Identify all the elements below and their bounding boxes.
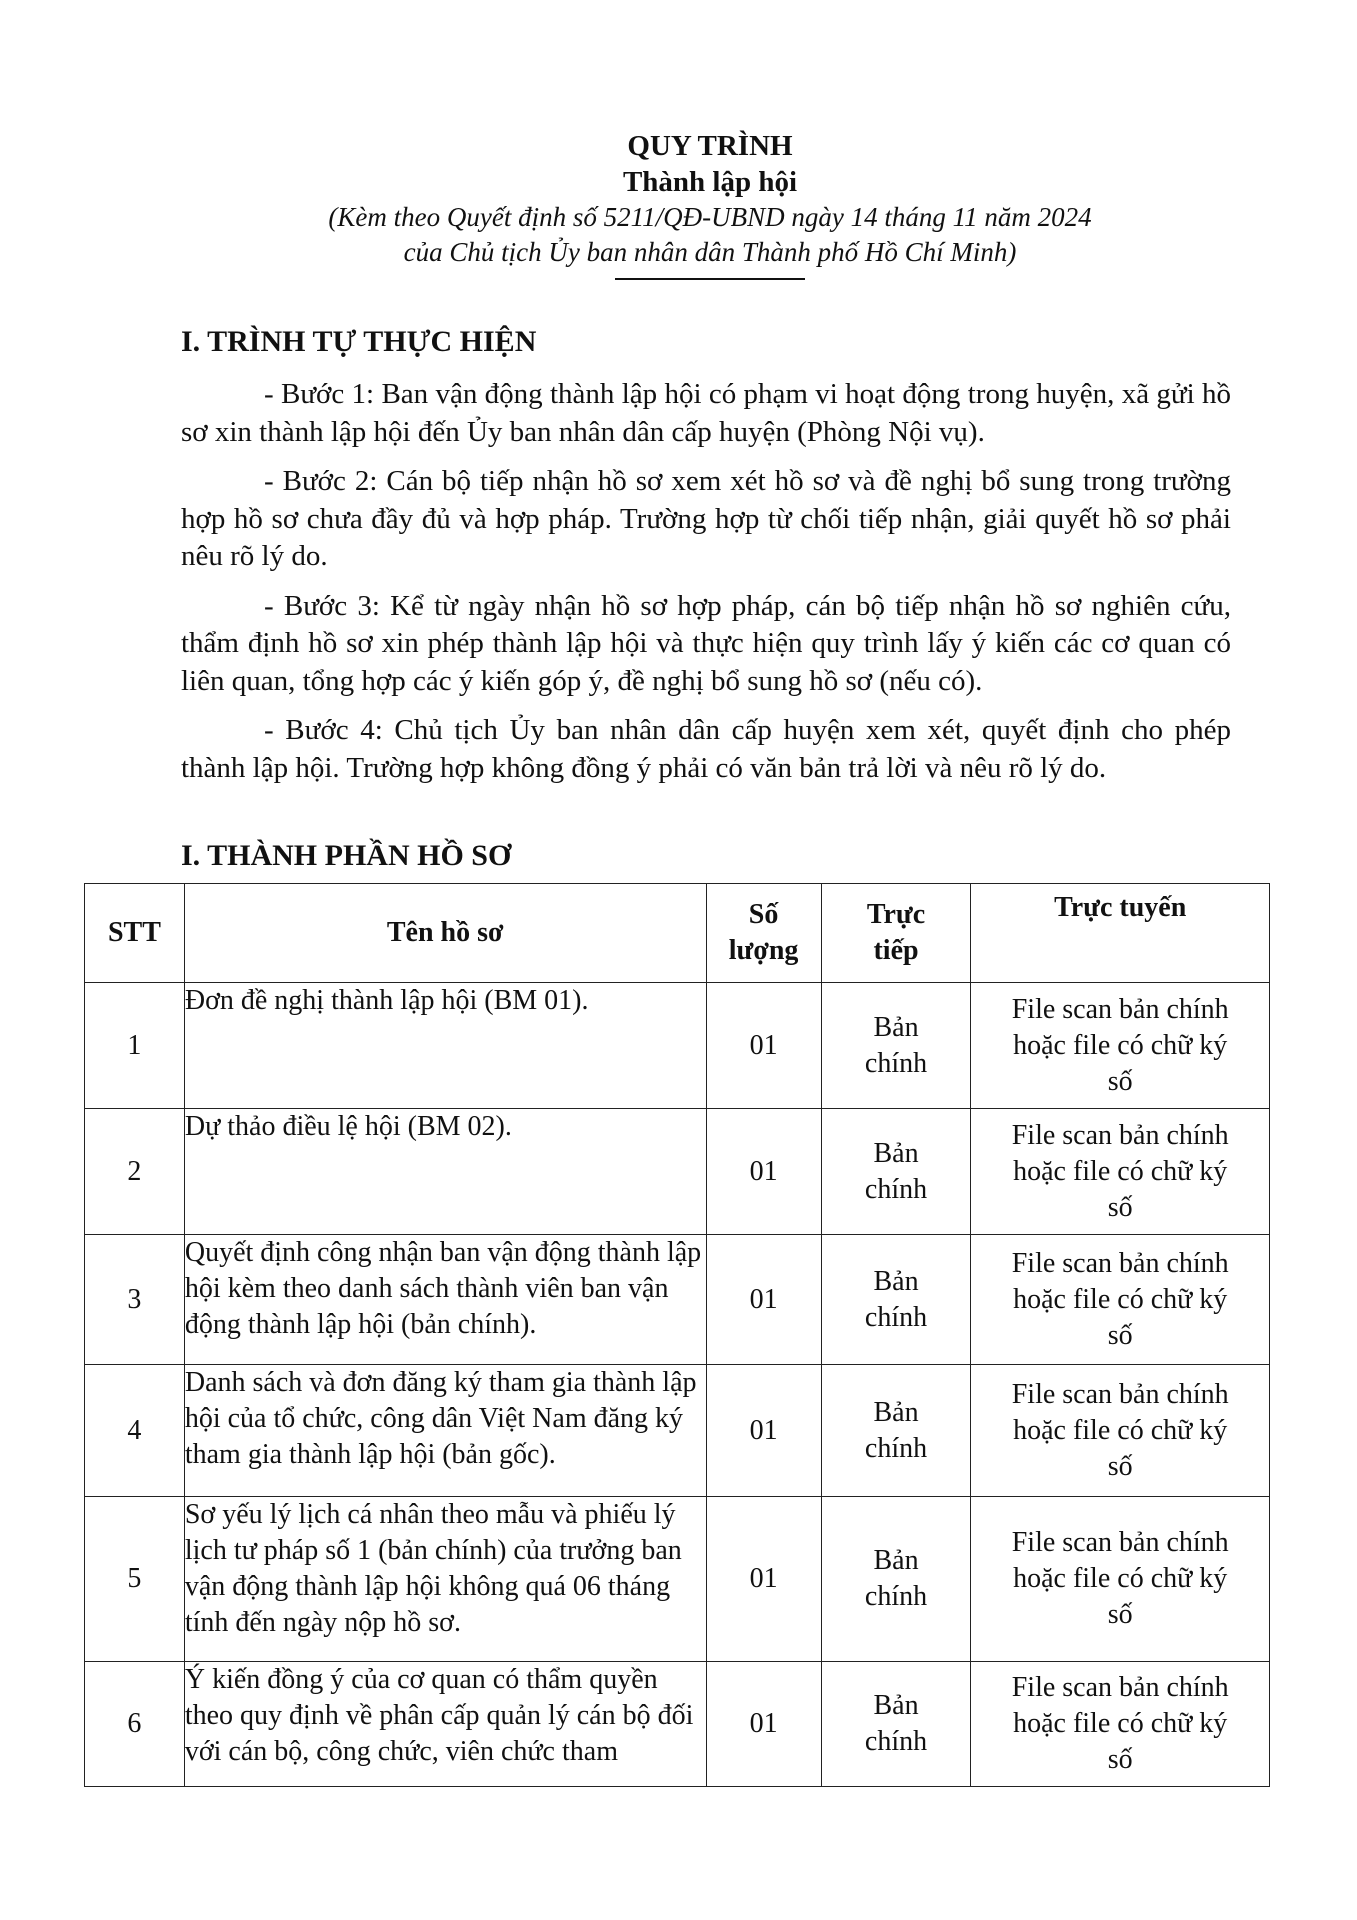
- table-row: [85, 1662, 1270, 1787]
- header-stt: STT: [85, 884, 185, 983]
- row-online-line3: số: [1107, 1744, 1133, 1775]
- row-quantity: 01: [706, 1235, 821, 1365]
- row-online-line1: File scan bản chính: [1011, 1119, 1229, 1151]
- title-divider: [615, 278, 805, 280]
- row-direct-line1: Bản: [873, 1396, 919, 1428]
- header-direct-line1: Trực: [866, 899, 926, 930]
- row-direct-line1: Bản: [873, 1690, 919, 1721]
- row-direct-line1: Bản: [873, 1265, 919, 1297]
- row-direct-line1: Bản: [873, 1545, 919, 1576]
- header-quantity-line2: lượng: [728, 935, 799, 966]
- document-subtitle: Thành lập hội: [622, 166, 798, 198]
- decision-reference-line1: (Kèm theo Quyết định số 5211/QĐ-UBND ngày 14 tháng 11 năm 2024: [328, 202, 1092, 232]
- row-online-line2: hoặc file có chữ ký: [1013, 1708, 1228, 1739]
- row-quantity: 01: [706, 1109, 821, 1235]
- table-header-row: [85, 884, 1270, 983]
- row-online-line3: số: [1107, 1065, 1133, 1097]
- row-document-name: Quyết định công nhận ban vận động thành lập hội kèm theo danh sách thành viên ban vận động thành lập hội (bản chính).: [184, 1235, 706, 1365]
- row-online-line1: File scan bản chính: [1011, 1672, 1229, 1703]
- header-direct: [821, 884, 971, 983]
- row-direct-line1: Bản: [873, 1137, 919, 1169]
- step-1-paragraph: - Bước 1: Ban vận động thành lập hội có phạm vi hoạt động trong huyện, xã gửi hồ sơ xin thành lập hội đến Ủy ban nhân dân cấp huyện (Phòng Nội vụ).: [181, 378, 1231, 448]
- row-stt: 3: [85, 1235, 185, 1365]
- row-quantity: 01: [706, 1497, 821, 1662]
- row-online-line2: hoặc file có chữ ký: [1013, 1283, 1228, 1315]
- row-online-line1: File scan bản chính: [1011, 1527, 1229, 1558]
- row-quantity: 01: [706, 1662, 821, 1787]
- row-direct-line2: chính: [864, 1047, 928, 1079]
- table-row: [85, 1365, 1270, 1497]
- document-header: [0, 128, 1357, 280]
- row-online-line3: số: [1107, 1191, 1133, 1223]
- row-direct: [821, 1235, 971, 1365]
- row-online: [971, 1235, 1270, 1365]
- section-heading-procedure: I. TRÌNH TỰ THỰC HIỆN: [181, 325, 537, 358]
- table-row: [85, 1497, 1270, 1662]
- row-online: [971, 1497, 1270, 1662]
- header-quantity: [706, 884, 821, 983]
- section-heading-dossier: I. THÀNH PHẦN HỒ SƠ: [181, 839, 512, 872]
- header-quantity-line1: Số: [748, 899, 779, 930]
- row-online-line2: hoặc file có chữ ký: [1013, 1155, 1228, 1187]
- row-online-line2: hoặc file có chữ ký: [1013, 1029, 1228, 1061]
- row-stt: 5: [85, 1497, 185, 1662]
- row-online: [971, 983, 1270, 1109]
- row-direct-line2: chính: [864, 1301, 928, 1333]
- row-direct-line2: chính: [864, 1581, 928, 1612]
- row-online-line3: số: [1107, 1599, 1133, 1630]
- procedure-steps: [181, 376, 1231, 799]
- row-direct-line2: chính: [864, 1432, 928, 1464]
- row-direct-line1: Bản: [873, 1011, 919, 1043]
- header-online: Trực tuyến: [971, 884, 1270, 983]
- row-stt: 1: [85, 983, 185, 1109]
- row-document-name: Đơn đề nghị thành lập hội (BM 01).: [184, 983, 706, 1109]
- row-direct: [821, 983, 971, 1109]
- row-document-name: Dự thảo điều lệ hội (BM 02).: [184, 1109, 706, 1235]
- row-direct: [821, 1662, 971, 1787]
- row-quantity: 01: [706, 983, 821, 1109]
- document-title: QUY TRÌNH: [627, 130, 793, 162]
- row-online-line1: File scan bản chính: [1011, 993, 1229, 1025]
- row-online-line3: số: [1107, 1319, 1133, 1351]
- row-online: [971, 1662, 1270, 1787]
- row-online: [971, 1365, 1270, 1497]
- step-3-paragraph: - Bước 3: Kể từ ngày nhận hồ sơ hợp pháp, cán bộ tiếp nhận hồ sơ nghiên cứu, thẩm định hồ sơ xin phép thành lập hội và thực hiện quy trình lấy ý kiến các cơ quan có liên quan, tổng hợp các ý kiến góp ý, đề nghị bổ sung hồ sơ (nếu có).: [181, 589, 1231, 697]
- dossier-table: [84, 883, 1270, 1787]
- step-2-paragraph: - Bước 2: Cán bộ tiếp nhận hồ sơ xem xét hồ sơ và đề nghị bổ sung trong trường hợp hồ sơ chưa đầy đủ và hợp pháp. Trường hợp từ chối tiếp nhận, giải quyết hồ sơ phải nêu rõ lý do.: [181, 465, 1231, 572]
- header-direct-line2: tiếp: [873, 935, 919, 966]
- row-direct: [821, 1497, 971, 1662]
- row-online-line1: File scan bản chính: [1011, 1378, 1229, 1410]
- row-direct: [821, 1365, 971, 1497]
- table-row: [85, 983, 1270, 1109]
- decision-reference-line2: của Chủ tịch Ủy ban nhân dân Thành phố Hồ Chí Minh): [403, 237, 1017, 267]
- row-direct-line2: chính: [864, 1173, 928, 1205]
- row-stt: 4: [85, 1365, 185, 1497]
- row-stt: 6: [85, 1662, 185, 1787]
- row-online-line2: hoặc file có chữ ký: [1013, 1414, 1228, 1446]
- row-stt: 2: [85, 1109, 185, 1235]
- step-4-paragraph: - Bước 4: Chủ tịch Ủy ban nhân dân cấp huyện xem xét, quyết định cho phép thành lập hội. Trường hợp không đồng ý phải có văn bản trả lời và nêu rõ lý do.: [181, 714, 1231, 784]
- row-document-name: Sơ yếu lý lịch cá nhân theo mẫu và phiếu lý lịch tư pháp số 1 (bản chính) của trưởng ban vận động thành lập hội không quá 06 tháng tính đến ngày nộp hồ sơ.: [184, 1497, 706, 1662]
- table-row: [85, 1235, 1270, 1365]
- row-online-line3: số: [1107, 1450, 1133, 1482]
- row-quantity: 01: [706, 1365, 821, 1497]
- row-document-name: Ý kiến đồng ý của cơ quan có thẩm quyền theo quy định về phân cấp quản lý cán bộ đối với cán bộ, công chức, viên chức tham: [184, 1662, 706, 1787]
- row-online-line1: File scan bản chính: [1011, 1247, 1229, 1279]
- row-direct: [821, 1109, 971, 1235]
- table-row: [85, 1109, 1270, 1235]
- row-document-name: Danh sách và đơn đăng ký tham gia thành lập hội của tổ chức, công dân Việt Nam đăng ký tham gia thành lập hội (bản gốc).: [184, 1365, 706, 1497]
- row-online: [971, 1109, 1270, 1235]
- row-online-line2: hoặc file có chữ ký: [1013, 1563, 1228, 1594]
- row-direct-line2: chính: [864, 1726, 928, 1757]
- header-name: Tên hồ sơ: [184, 884, 706, 983]
